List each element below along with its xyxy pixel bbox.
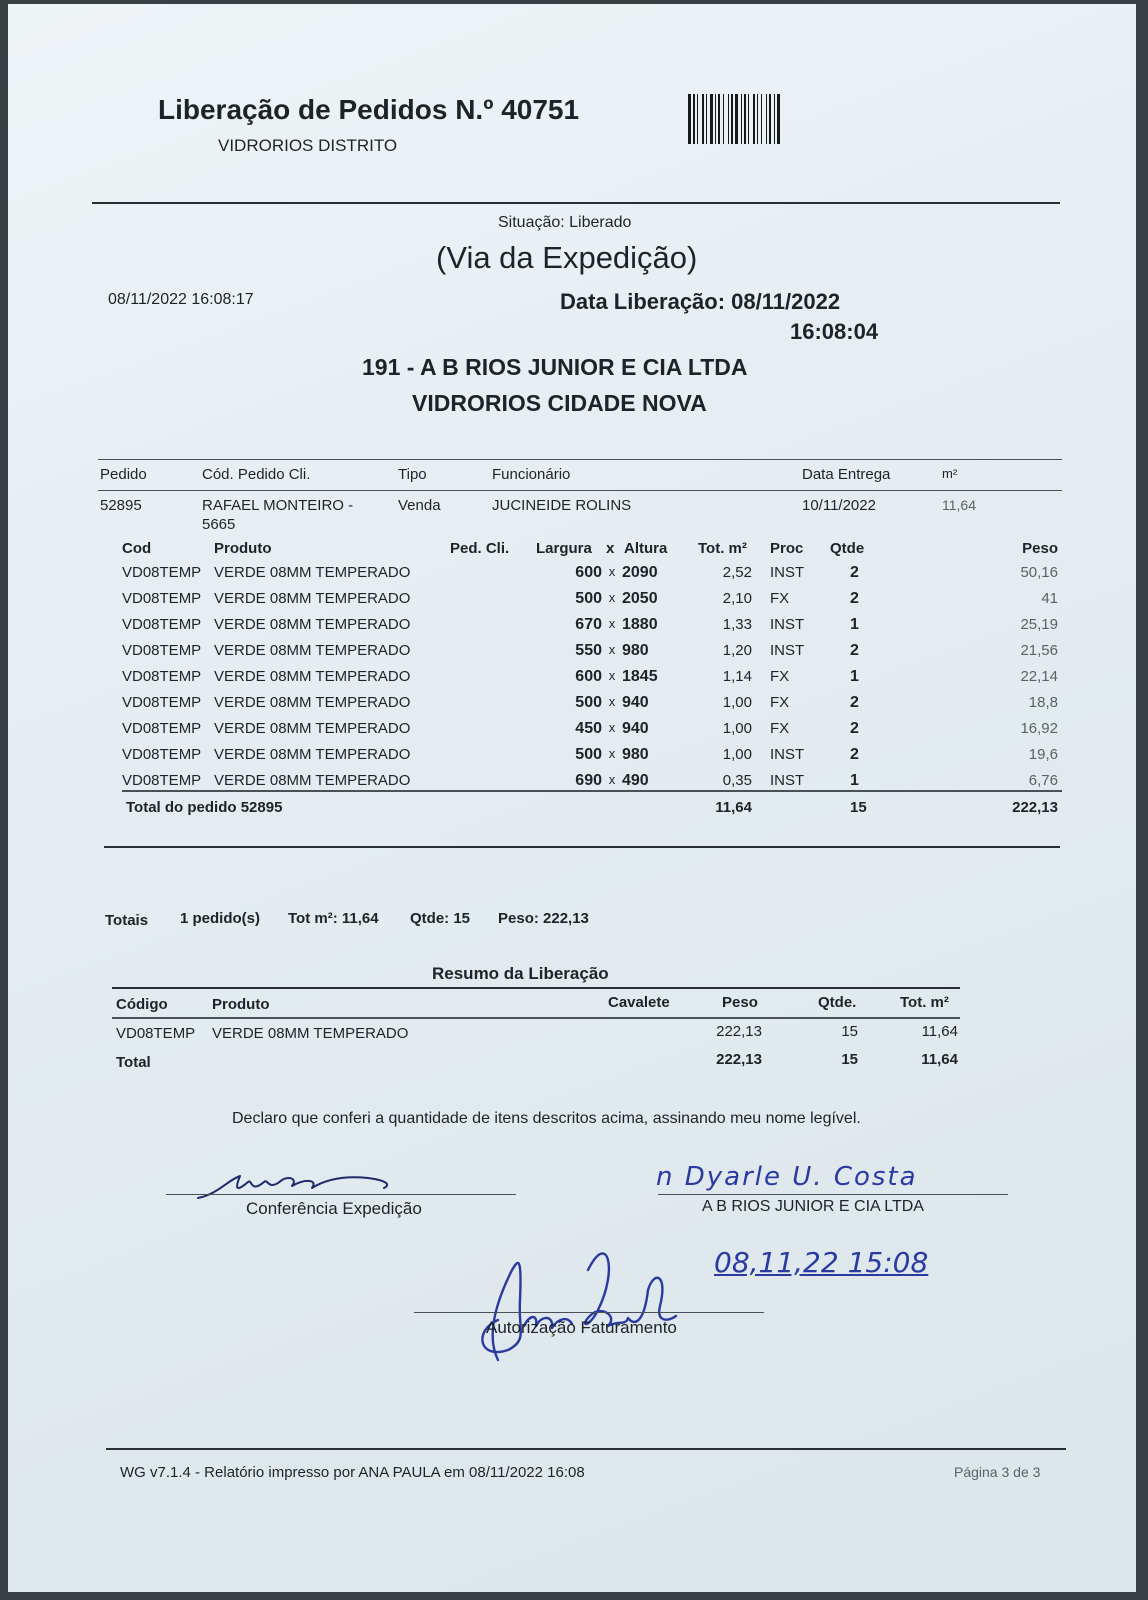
item-tot-m2: 1,00 xyxy=(722,720,752,737)
summary-total-peso: 222,13 xyxy=(716,1051,762,1068)
item-tot-m2: 1,14 xyxy=(722,668,752,685)
autorizacao-signature xyxy=(468,1230,688,1390)
summary-header-codigo: Código xyxy=(116,996,168,1013)
signature-line xyxy=(166,1194,516,1195)
totals-pedidos: 1 pedido(s) xyxy=(180,910,261,927)
item-largura: 500 xyxy=(575,590,602,607)
handwritten-date: 08,11,22 15:08 xyxy=(714,1246,929,1279)
barcode-bar xyxy=(761,94,762,144)
item-produto: VERDE 08MM TEMPERADO xyxy=(214,772,411,789)
item-produto: VERDE 08MM TEMPERADO xyxy=(214,616,411,633)
item-altura: 2050 xyxy=(622,590,658,607)
document-title: Liberação de Pedidos N.º 40751 xyxy=(158,94,580,125)
barcode-bar xyxy=(744,94,746,144)
signature-line xyxy=(414,1312,764,1313)
item-peso: 22,14 xyxy=(1020,668,1058,685)
item-tot-m2: 1,00 xyxy=(722,746,752,763)
summary-row-tot-m2: 11,64 xyxy=(921,1023,958,1040)
item-altura: 940 xyxy=(622,720,649,737)
divider xyxy=(112,987,960,989)
order-total-qtde: 15 xyxy=(850,799,867,816)
order-pedido: 52895 xyxy=(100,497,142,514)
item-x: x xyxy=(608,772,616,787)
items-header-x: x xyxy=(606,540,615,557)
summary-header-produto: Produto xyxy=(212,996,270,1013)
items-header-tot-m2: Tot. m² xyxy=(698,540,747,557)
item-altura: 980 xyxy=(622,642,649,659)
summary-header-peso: Peso xyxy=(722,994,758,1011)
item-tot-m2: 2,10 xyxy=(722,590,752,607)
item-largura: 600 xyxy=(575,668,602,685)
summary-header-tot-m2: Tot. m² xyxy=(900,994,949,1011)
summary-title: Resumo da Liberação xyxy=(432,964,609,983)
item-altura: 2090 xyxy=(622,564,658,581)
item-produto: VERDE 08MM TEMPERADO xyxy=(214,590,411,607)
item-cod: VD08TEMP xyxy=(122,668,202,685)
item-qtde: 2 xyxy=(850,720,859,737)
item-largura: 500 xyxy=(575,694,602,711)
summary-total-qtde: 15 xyxy=(841,1051,858,1068)
item-tot-m2: 0,35 xyxy=(722,772,752,789)
item-x: x xyxy=(608,616,616,631)
summary-row-qtde: 15 xyxy=(841,1023,858,1040)
item-qtde: 2 xyxy=(850,564,859,581)
order-m2: 11,64 xyxy=(942,497,976,513)
barcode-bar xyxy=(774,94,775,144)
totals-label: Totais xyxy=(105,912,149,929)
item-qtde: 2 xyxy=(850,746,859,763)
barcode-bar xyxy=(735,94,738,144)
item-altura: 1880 xyxy=(622,616,658,633)
order-header-m2: m² xyxy=(942,466,958,481)
barcode-bar xyxy=(777,94,780,144)
item-qtde: 2 xyxy=(850,590,859,607)
barcode-bar xyxy=(728,94,729,144)
items-header-largura: Largura xyxy=(536,540,592,557)
item-produto: VERDE 08MM TEMPERADO xyxy=(214,642,411,659)
summary-row-peso: 222,13 xyxy=(716,1023,762,1040)
summary-row-produto: VERDE 08MM TEMPERADO xyxy=(212,1025,409,1042)
item-qtde: 2 xyxy=(850,642,859,659)
item-tot-m2: 1,33 xyxy=(722,616,752,633)
item-qtde: 1 xyxy=(850,668,859,685)
item-largura: 500 xyxy=(575,746,602,763)
item-cod: VD08TEMP xyxy=(122,772,202,789)
item-x: x xyxy=(608,564,616,579)
item-tot-m2: 1,00 xyxy=(722,694,752,711)
item-proc: INST xyxy=(770,772,805,789)
item-cod: VD08TEMP xyxy=(122,746,202,763)
barcode-bar xyxy=(766,94,767,144)
item-largura: 600 xyxy=(575,564,602,581)
item-produto: VERDE 08MM TEMPERADO xyxy=(214,694,411,711)
summary-total-tot-m2: 11,64 xyxy=(921,1051,958,1068)
item-cod: VD08TEMP xyxy=(122,694,202,711)
item-proc: INST xyxy=(770,642,805,659)
document-page xyxy=(8,4,1136,1592)
item-tot-m2: 1,20 xyxy=(722,642,752,659)
item-largura: 690 xyxy=(575,772,602,789)
totals-peso: Peso: 222,13 xyxy=(498,910,589,927)
client-store: VIDRORIOS CIDADE NOVA xyxy=(412,390,707,416)
barcode-bar xyxy=(710,94,713,144)
item-peso: 41 xyxy=(1041,590,1058,607)
item-altura: 1845 xyxy=(622,668,658,685)
summary-row-codigo: VD08TEMP xyxy=(116,1025,196,1042)
item-proc: INST xyxy=(770,746,805,763)
item-qtde: 2 xyxy=(850,694,859,711)
item-altura: 490 xyxy=(622,772,649,789)
summary-header-qtde: Qtde. xyxy=(818,994,857,1011)
barcode-bar xyxy=(702,94,704,144)
items-header-produto: Produto xyxy=(214,540,272,557)
order-tipo: Venda xyxy=(398,497,441,514)
item-x: x xyxy=(608,720,616,735)
item-x: x xyxy=(608,746,616,761)
item-cod: VD08TEMP xyxy=(122,642,202,659)
company-name: VIDRORIOS DISTRITO xyxy=(218,136,398,155)
items-header-peso: Peso xyxy=(1022,540,1058,557)
item-peso: 21,56 xyxy=(1020,642,1058,659)
summary-header-cavalete: Cavalete xyxy=(608,994,670,1011)
divider xyxy=(98,490,1062,491)
release-time: 16:08:04 xyxy=(790,319,879,344)
item-x: x xyxy=(608,642,616,657)
item-altura: 980 xyxy=(622,746,649,763)
item-largura: 450 xyxy=(575,720,602,737)
barcode-bar xyxy=(718,94,720,144)
barcode xyxy=(688,94,860,144)
order-header-data-entrega: Data Entrega xyxy=(802,466,891,483)
order-header-cod-pedido-cli: Cód. Pedido Cli. xyxy=(202,466,311,483)
item-produto: VERDE 08MM TEMPERADO xyxy=(214,564,411,581)
item-proc: INST xyxy=(770,616,805,633)
barcode-bar xyxy=(688,94,691,144)
footer-printed-by: WG v7.1.4 - Relatório impresso por ANA PAULA em 08/11/2022 16:08 xyxy=(120,1464,585,1481)
barcode-bar xyxy=(757,94,758,144)
autorizacao-label: Autorização Faturamento xyxy=(486,1318,677,1337)
item-peso: 6,76 xyxy=(1028,772,1058,789)
item-peso: 19,6 xyxy=(1028,746,1058,763)
barcode-bar xyxy=(706,94,707,144)
release-date: Data Liberação: 08/11/2022 xyxy=(560,289,841,314)
via-label: (Via da Expedição) xyxy=(436,240,698,275)
item-largura: 670 xyxy=(575,616,602,633)
client-signature-label: A B RIOS JUNIOR E CIA LTDA xyxy=(702,1198,924,1215)
order-cod-pedido-cli: RAFAEL MONTEIRO - xyxy=(202,497,354,514)
divider xyxy=(104,846,1060,848)
barcode-bar xyxy=(723,94,724,144)
item-produto: VERDE 08MM TEMPERADO xyxy=(214,746,411,763)
situation-status: Situação: Liberado xyxy=(498,214,632,231)
order-total-label: Total do pedido 52895 xyxy=(126,799,283,816)
client-handwritten-name: n Dyarle U. Costa xyxy=(656,1162,918,1192)
item-cod: VD08TEMP xyxy=(122,616,202,633)
item-altura: 940 xyxy=(622,694,649,711)
divider xyxy=(106,1448,1066,1450)
signature-line xyxy=(658,1194,1008,1195)
item-cod: VD08TEMP xyxy=(122,590,202,607)
item-produto: VERDE 08MM TEMPERADO xyxy=(214,668,411,685)
order-total-peso: 222,13 xyxy=(1012,799,1058,816)
item-x: x xyxy=(608,590,616,605)
items-header-qtde: Qtde xyxy=(830,540,865,557)
item-proc: FX xyxy=(770,694,790,711)
item-proc: FX xyxy=(770,590,790,607)
order-header-funcionario: Funcionário xyxy=(492,466,571,483)
order-header-pedido: Pedido xyxy=(100,466,147,483)
item-x: x xyxy=(608,668,616,683)
item-produto: VERDE 08MM TEMPERADO xyxy=(214,720,411,737)
divider xyxy=(92,202,1060,204)
item-proc: INST xyxy=(770,564,805,581)
item-peso: 18,8 xyxy=(1028,694,1058,711)
conferencia-label: Conferência Expedição xyxy=(246,1199,422,1218)
declaration-text: Declaro que conferi a quantidade de itens descritos acima, assinando meu nome legível. xyxy=(232,1110,861,1127)
item-cod: VD08TEMP xyxy=(122,720,202,737)
items-header-ped-cli: Ped. Cli. xyxy=(450,540,510,557)
order-header-tipo: Tipo xyxy=(398,466,427,483)
item-qtde: 1 xyxy=(850,772,859,789)
item-proc: FX xyxy=(770,720,790,737)
barcode-bar xyxy=(748,94,749,144)
summary-total-label: Total xyxy=(116,1054,151,1071)
items-header-cod: Cod xyxy=(122,540,152,557)
totals-qtde: Qtde: 15 xyxy=(410,910,471,927)
order-funcionario: JUCINEIDE ROLINS xyxy=(492,497,632,514)
client-name: 191 - A B RIOS JUNIOR E CIA LTDA xyxy=(362,354,748,380)
order-cod-pedido-cli-2: 5665 xyxy=(202,516,236,533)
barcode-bar xyxy=(715,94,716,144)
items-header-altura: Altura xyxy=(624,540,668,557)
item-peso: 16,92 xyxy=(1020,720,1058,737)
item-peso: 25,19 xyxy=(1020,616,1058,633)
footer-page-number: Página 3 de 3 xyxy=(954,1464,1041,1480)
divider xyxy=(98,459,1062,460)
order-total-m2: 11,64 xyxy=(715,799,752,816)
item-proc: FX xyxy=(770,668,790,685)
barcode-bar xyxy=(741,94,742,144)
item-cod: VD08TEMP xyxy=(122,564,202,581)
item-peso: 50,16 xyxy=(1020,564,1058,581)
item-qtde: 1 xyxy=(850,616,859,633)
item-x: x xyxy=(608,694,616,709)
order-data-entrega: 10/11/2022 xyxy=(802,497,876,514)
barcode-bar xyxy=(769,94,771,144)
item-largura: 550 xyxy=(575,642,602,659)
barcode-bar xyxy=(731,94,733,144)
divider xyxy=(112,1017,960,1019)
barcode-bar xyxy=(697,94,698,144)
item-tot-m2: 2,52 xyxy=(722,564,752,581)
totals-tot-m2: Tot m²: 11,64 xyxy=(288,910,379,927)
barcode-bar xyxy=(753,94,755,144)
items-header-proc: Proc xyxy=(770,540,804,557)
barcode-bar xyxy=(693,94,695,144)
printed-datetime: 08/11/2022 16:08:17 xyxy=(108,291,254,308)
divider xyxy=(122,790,1062,792)
